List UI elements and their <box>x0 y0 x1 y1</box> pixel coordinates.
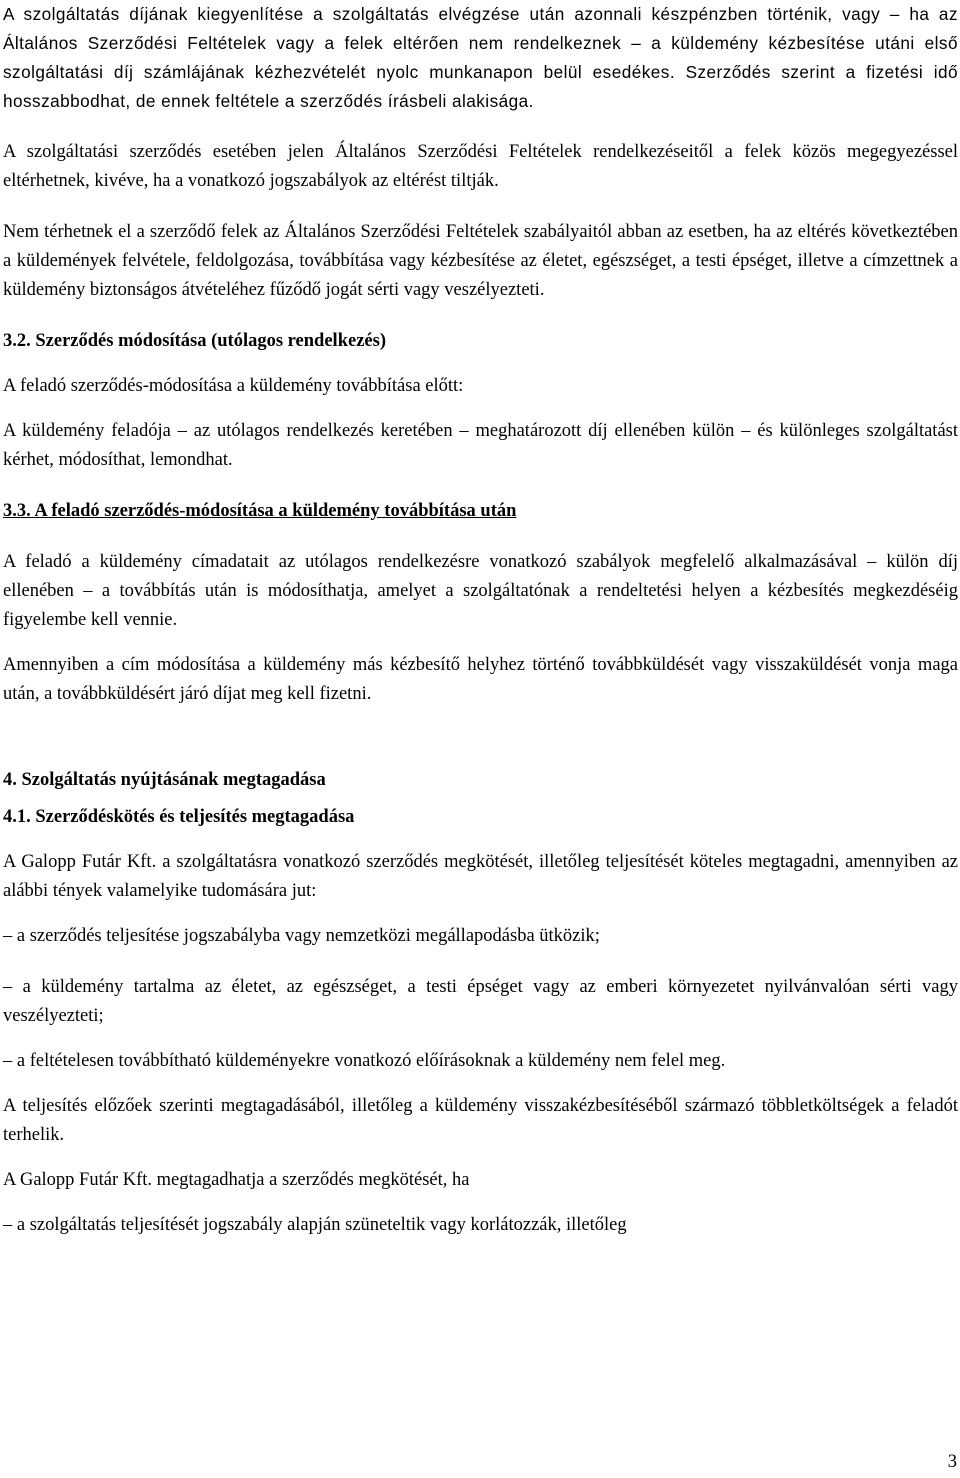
paragraph-payment-part1: A szolgáltatás díjának kiegyenlítése a szolgáltatás elvégzése után azonnali készpénzben történik, vagy – ha az Általános Szerződési Feltételek vagy a felek eltérően nem rendelkeznek – a küldemény kézbesítése utáni első szolgáltatási díj számlájának kézhezvételét nyolc munkanapon belül esedékes. <box>3 4 958 82</box>
heading-3-3: 3.3. A feladó szerződés-módosítása a küldemény továbbítása után <box>3 501 517 521</box>
heading-4: 4. Szolgáltatás nyújtásának megtagadása <box>3 770 326 790</box>
document-page <box>3 0 958 1240</box>
paragraph-refusal: A Galopp Futár Kft. a szolgáltatásra vonatkozó szerződés megkötését, illetőleg teljesítését köteles megtagadni, amennyiben az alábbi tények valamelyike tudomására jut: <box>3 852 958 901</box>
paragraph-before-forwarding: A feladó szerződés-módosítása a küldemény továbbítása előtt: <box>3 376 464 396</box>
paragraph-may-refuse: A Galopp Futár Kft. megtagadhatja a szerződés megkötését, ha <box>3 1170 470 1190</box>
list-item-dangerous-content: – a küldemény tartalma az életet, az egészséget, a testi épséget vagy az emberi környezetet nyilvánvalóan sérti vagy veszélyezteti; <box>3 977 958 1026</box>
heading-4-1: 4.1. Szerződéskötés és teljesítés megtagadása <box>3 807 355 827</box>
paragraph-payment-part2: Szerződés szerint a fizetési idő hosszabbodhat, de ennek feltétele a szerződés írásbeli alakisága. <box>3 62 958 111</box>
list-item-law-conflict: – a szerződés teljesítése jogszabályba vagy nemzetközi megállapodásba ütközik; <box>3 926 600 946</box>
paragraph-sender-services: A küldemény feladója – az utólagos rendelkezés keretében – meghatározott díj ellenében külön – és különleges szolgáltatást kérhet, módosíthat, lemondhat. <box>3 421 958 470</box>
paragraph-address-change: A feladó a küldemény címadatait az utólagos rendelkezésre vonatkozó szabályok megfelelő alkalmazásával – külön díj ellenében – a továbbítás után is módosíthatja, amelyet a szolgáltatónak a rendeltetési helyen a kézbesítés megkezdéséig figyelembe kell vennie. <box>3 552 958 630</box>
heading-3-2: 3.2. Szerződés módosítása (utólagos rendelkezés) <box>3 331 386 351</box>
paragraph-payment <box>3 0 958 116</box>
paragraph-deviation: A szolgáltatási szerződés esetében jelen Általános Szerződési Feltételek rendelkezéseitől a felek közös megegyezéssel eltérhetnek, kivéve, ha a vonatkozó jogszabályok az eltérést tiltják. <box>3 142 958 191</box>
page-number: 3 <box>947 1452 957 1472</box>
paragraph-no-deviation: Nem térhetnek el a szerződő felek az Általános Szerződési Feltételek szabályaitól abban az esetben, ha az eltérés következtében a küldemények felvétele, feldolgozása, továbbítása vagy kézbesítése az életet, egészséget, a testi épséget, illetve a címzettnek a küldemény biztonságos átvételéhez fűződő jogát sérti vagy veszélyezteti. <box>3 222 958 300</box>
paragraph-reforwarding-fee: Amennyiben a cím módosítása a küldemény más kézbesítő helyhez történő továbbküldését vagy visszaküldését vonja maga után, a továbbküldésért járó díjat meg kell fizetni. <box>3 655 958 704</box>
list-item-service-suspended: – a szolgáltatás teljesítését jogszabály alapján szüneteltik vagy korlátozzák, illetőleg <box>3 1215 627 1235</box>
paragraph-extra-costs: A teljesítés előzőek szerinti megtagadásából, illetőleg a küldemény visszakézbesítéséből származó többletköltségek a feladót terhelik. <box>3 1096 958 1145</box>
list-item-conditional-items: – a feltételesen továbbítható küldeményekre vonatkozó előírásoknak a küldemény nem felel meg. <box>3 1051 726 1071</box>
